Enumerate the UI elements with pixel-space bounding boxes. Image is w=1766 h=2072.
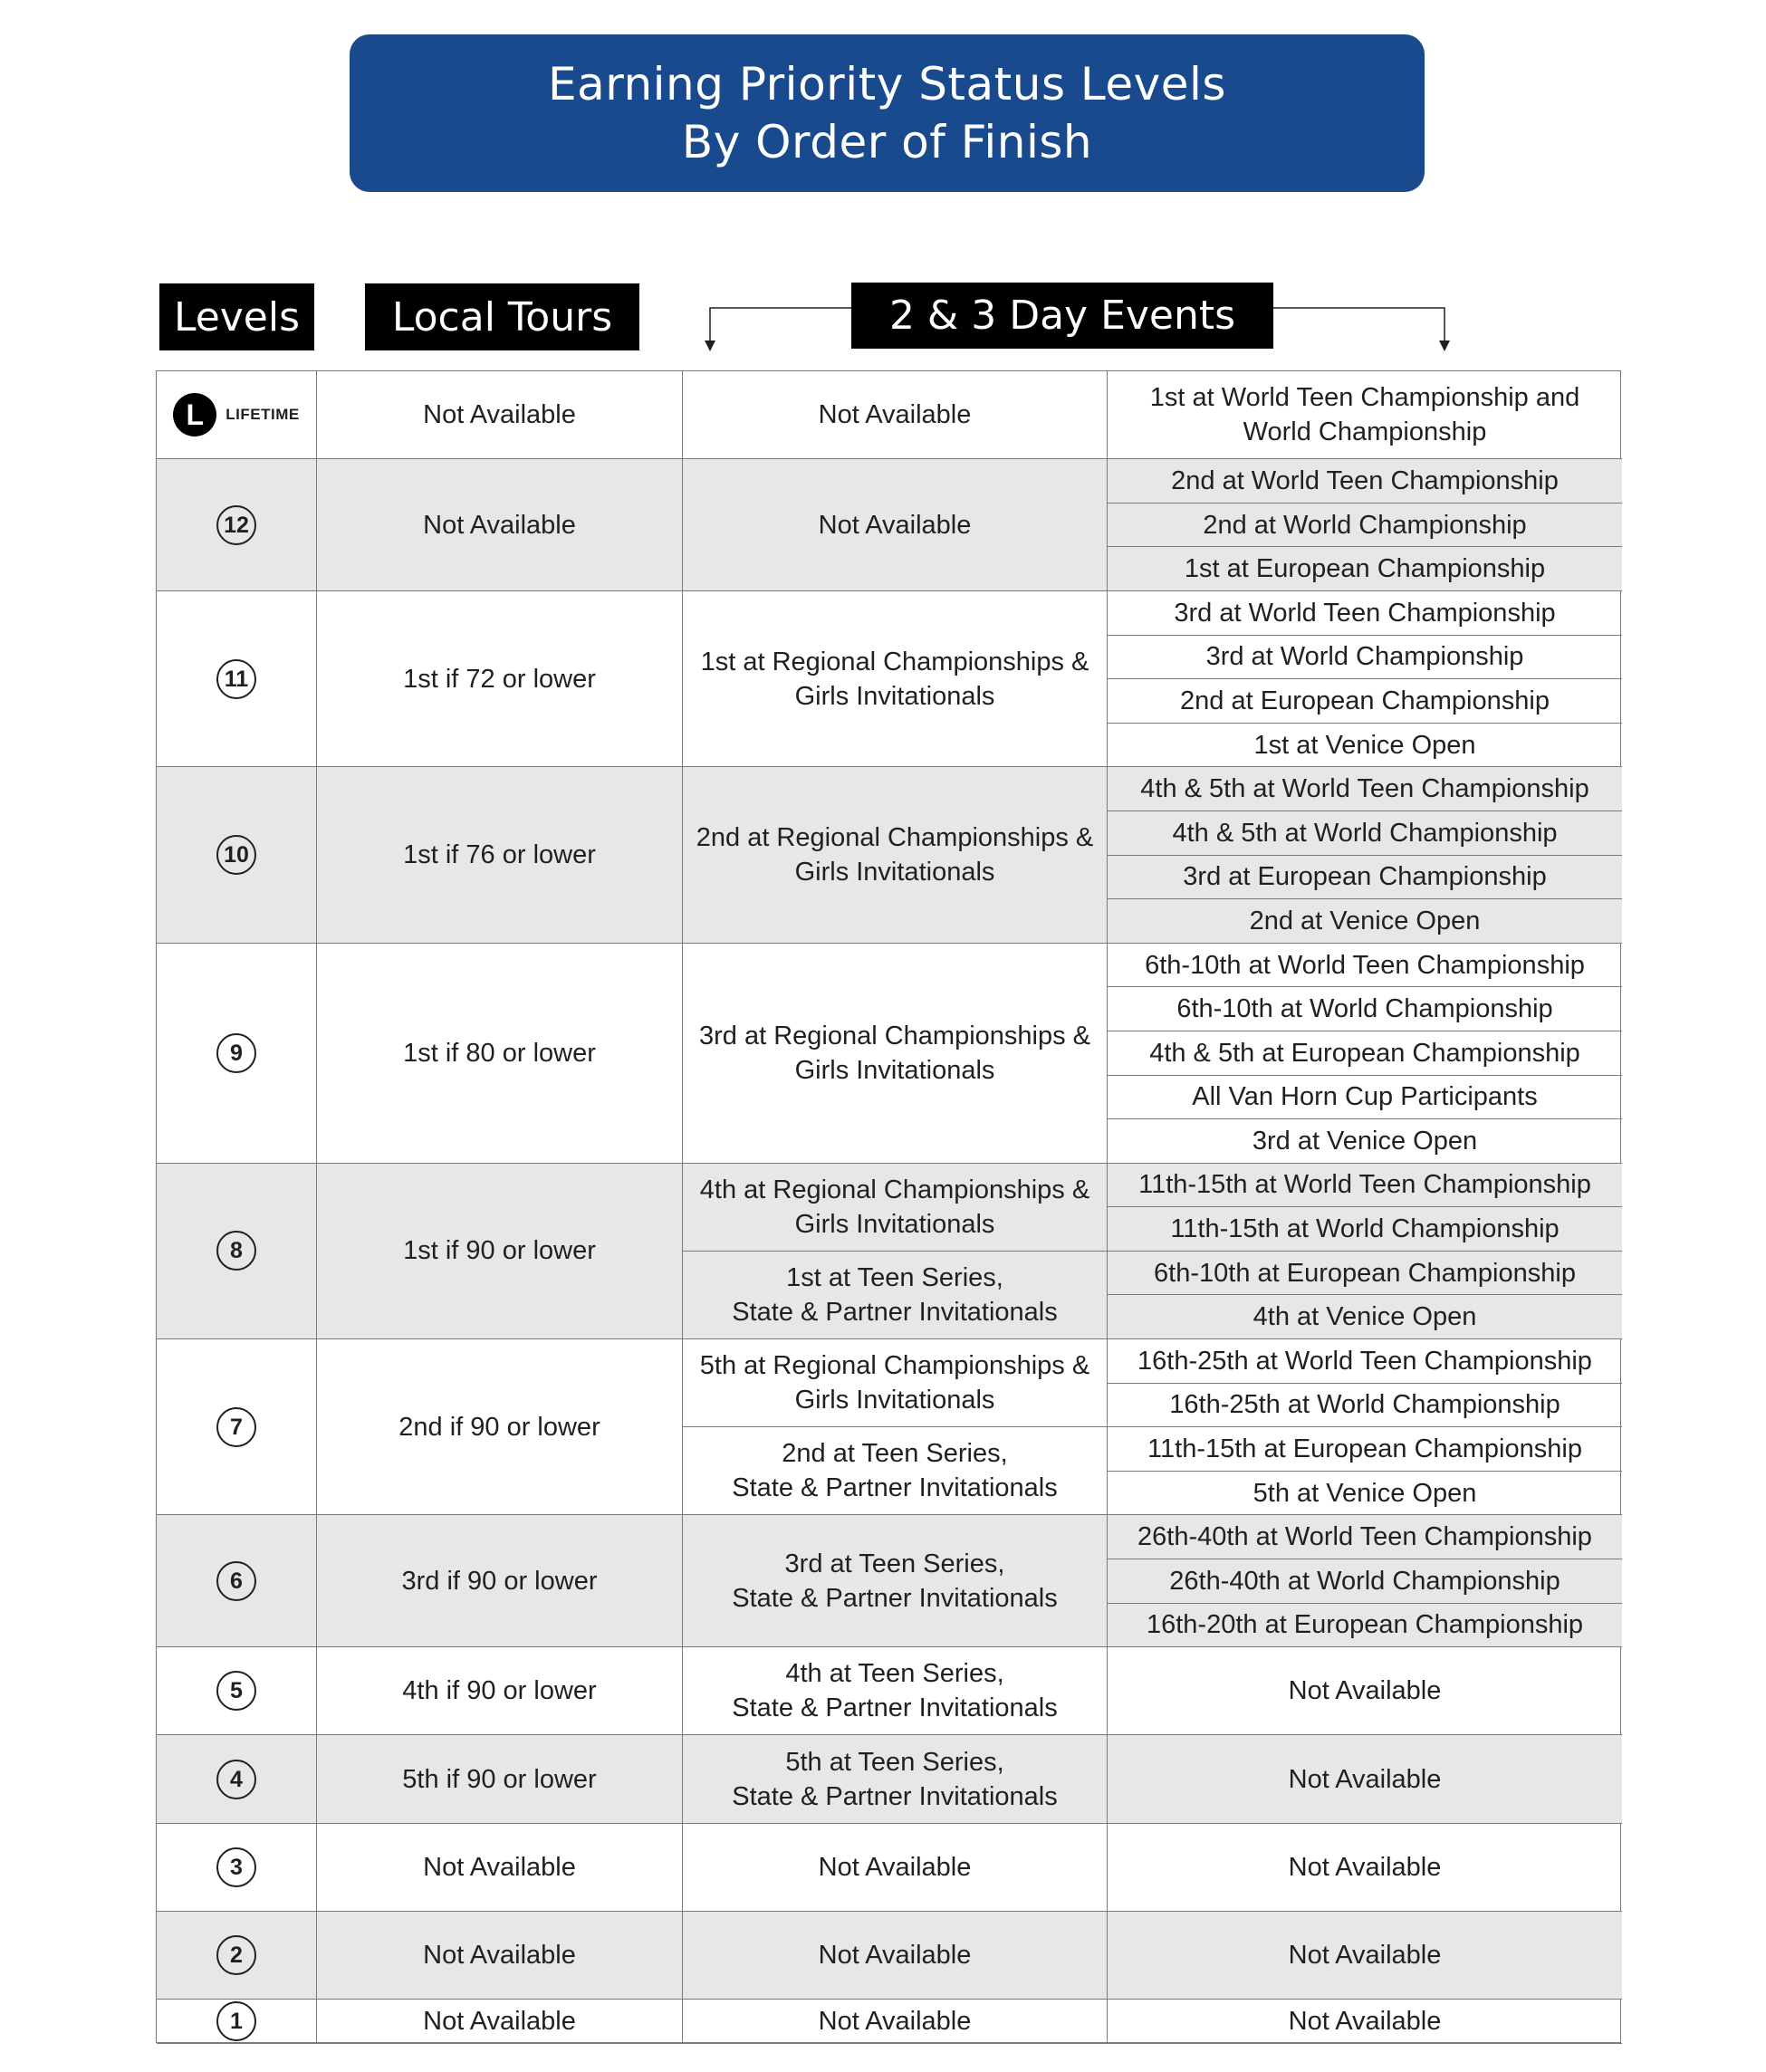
level-badge-12: 12 [216,505,256,545]
regional-cell-7-2-line-2: State & Partner Invitationals [732,1473,1058,1503]
world-cell-5: Not Available [1108,1647,1622,1735]
world-cell-11-4: 1st at Venice Open [1108,724,1622,768]
header-local-tours: Local Tours [365,283,639,350]
level-cell-12 [157,459,317,591]
world-cell-10-2: 4th & 5th at World Championship [1108,811,1622,856]
level-badge-2: 2 [216,1935,256,1975]
regional-cell-9-line-1: 3rd at Regional Championships & [698,1021,1091,1050]
regional-cell-3 [683,1824,1108,1912]
local-tours-cell-4: 5th if 90 or lower [317,1735,683,1823]
level-cell-3 [157,1824,317,1912]
local-tours-cell-5: 4th if 90 or lower [317,1647,683,1735]
title-line-2: By Order of Finish [681,116,1093,168]
regional-cell-3-line-1: Not Available [818,1852,972,1882]
regional-cell-6 [683,1515,1108,1647]
world-cell-11-1: 3rd at World Teen Championship [1108,591,1622,636]
local-tours-cell-2: Not Available [317,1912,683,2000]
regional-cell-5-line-1: 4th at Teen Series, [785,1659,1004,1689]
regional-cell-5 [683,1647,1108,1735]
regional-cell-7-2-line-1: 2nd at Teen Series, [782,1439,1008,1469]
world-cell-3: Not Available [1108,1824,1622,1912]
regional-cell-4-line-2: State & Partner Invitationals [732,1781,1058,1811]
level-cell-8 [157,1164,317,1339]
regional-cell-2-line-1: Not Available [818,1940,972,1970]
header-levels: Levels [159,283,314,350]
world-cell-11-2: 3rd at World Championship [1108,636,1622,680]
world-cell-8-1: 11th-15th at World Teen Championship [1108,1164,1622,1208]
title-line-1: Earning Priority Status Levels [548,58,1226,110]
local-tours-cell-1: Not Available [317,2000,683,2044]
local-tours-cell-10: 1st if 76 or lower [317,767,683,943]
local-tours-cell-9: 1st if 80 or lower [317,944,683,1164]
world-cell-9-5: 3rd at Venice Open [1108,1119,1622,1164]
world-cell-10-4: 2nd at Venice Open [1108,899,1622,944]
regional-cell-4 [683,1735,1108,1823]
level-badge-5: 5 [216,1671,256,1711]
regional-cell-12 [683,459,1108,591]
regional-cell-7-1 [683,1339,1108,1427]
world-cell-9-4: All Van Horn Cup Participants [1108,1076,1622,1120]
world-cell-8-4: 4th at Venice Open [1108,1295,1622,1339]
world-cell-10-3: 3rd at European Championship [1108,856,1622,900]
level-badge-11: 11 [216,659,256,699]
local-tours-cell-lifetime: Not Available [317,371,683,459]
status-levels-table [156,370,1621,2043]
regional-cell-9-line-2: Girls Invitationals [794,1055,995,1085]
regional-cell-8-1-line-2: Girls Invitationals [794,1209,995,1239]
regional-cell-10 [683,767,1108,943]
world-cell-6-2: 26th-40th at World Championship [1108,1559,1622,1604]
local-tours-cell-11: 1st if 72 or lower [317,591,683,767]
world-cell-8-3: 6th-10th at European Championship [1108,1252,1622,1296]
level-cell-11 [157,591,317,767]
world-cell-12-3: 1st at European Championship [1108,547,1622,591]
local-tours-cell-7: 2nd if 90 or lower [317,1339,683,1515]
world-cell-12-2: 2nd at World Championship [1108,504,1622,548]
regional-cell-8-2 [683,1252,1108,1339]
world-cell-1: Not Available [1108,2000,1622,2044]
regional-cell-8-1-line-1: 4th at Regional Championships & [699,1175,1090,1204]
level-cell-4 [157,1735,317,1823]
world-cell-10-1: 4th & 5th at World Teen Championship [1108,767,1622,811]
world-cell-6-1: 26th-40th at World Teen Championship [1108,1515,1622,1559]
regional-cell-lifetime: Not Available [683,371,1108,459]
regional-cell-8-1 [683,1164,1108,1252]
world-cell-lifetime-line-1: 1st at World Teen Championship and [1149,383,1580,413]
level-cell-7 [157,1339,317,1515]
regional-cell-1 [683,2000,1108,2044]
level-badge-4: 4 [216,1760,256,1799]
regional-cell-4-line-1: 5th at Teen Series, [785,1747,1004,1777]
regional-cell-11-line-2: Girls Invitationals [794,681,995,711]
regional-cell-5-line-2: State & Partner Invitationals [732,1693,1058,1723]
level-cell-9 [157,944,317,1164]
regional-cell-7-2 [683,1427,1108,1515]
level-cell-lifetime [157,371,317,459]
level-cell-1 [157,2000,317,2044]
world-cell-lifetime-line-2: World Championship [1243,417,1487,447]
level-badge-1: 1 [216,2001,256,2041]
regional-cell-10-line-2: Girls Invitationals [794,858,995,887]
regional-cell-2 [683,1912,1108,2000]
world-cell-lifetime [1108,371,1622,459]
local-tours-cell-3: Not Available [317,1824,683,1912]
lifetime-label [173,393,299,436]
local-tours-cell-6: 3rd if 90 or lower [317,1515,683,1647]
header-events: 2 & 3 Day Events [851,283,1273,349]
level-badge-3: 3 [216,1847,256,1887]
level-cell-5 [157,1647,317,1735]
world-cell-11-3: 2nd at European Championship [1108,679,1622,724]
level-cell-6 [157,1515,317,1647]
world-cell-12-1: 2nd at World Teen Championship [1108,459,1622,504]
level-badge-8: 8 [216,1231,256,1271]
world-cell-7-1: 16th-25th at World Teen Championship [1108,1339,1622,1384]
regional-cell-11 [683,591,1108,767]
lifetime-text: LIFETIME [226,406,300,424]
regional-cell-11-line-1: 1st at Regional Championships & [700,647,1089,676]
world-cell-7-4: 5th at Venice Open [1108,1472,1622,1516]
level-badge-9: 9 [216,1033,256,1073]
level-badge-7: 7 [216,1407,256,1447]
regional-cell-8-2-line-1: 1st at Teen Series, [786,1262,1003,1292]
regional-cell-8-2-line-2: State & Partner Invitationals [732,1297,1058,1327]
world-cell-7-2: 16th-25th at World Championship [1108,1384,1622,1428]
world-cell-2: Not Available [1108,1912,1622,2000]
regional-cell-10-line-1: 2nd at Regional Championships & [696,823,1094,853]
world-cell-9-1: 6th-10th at World Teen Championship [1108,944,1622,988]
local-tours-cell-12: Not Available [317,459,683,591]
regional-cell-12-line-1: Not Available [818,510,972,540]
regional-cell-9 [683,944,1108,1164]
regional-cell-7-1-line-2: Girls Invitationals [794,1386,995,1415]
lifetime-badge-icon: L [173,393,216,436]
world-cell-9-3: 4th & 5th at European Championship [1108,1031,1622,1076]
level-badge-6: 6 [216,1561,256,1601]
level-cell-10 [157,767,317,943]
world-cell-7-3: 11th-15th at European Championship [1108,1427,1622,1472]
level-cell-2 [157,1912,317,2000]
regional-cell-6-line-1: 3rd at Teen Series, [784,1549,1005,1578]
regional-cell-6-line-2: State & Partner Invitationals [732,1583,1058,1613]
level-badge-10: 10 [216,835,256,875]
regional-cell-7-1-line-1: 5th at Regional Championships & [699,1351,1090,1381]
local-tours-cell-8: 1st if 90 or lower [317,1164,683,1339]
world-cell-9-2: 6th-10th at World Championship [1108,987,1622,1031]
world-cell-4: Not Available [1108,1735,1622,1823]
world-cell-6-3: 16th-20th at European Championship [1108,1604,1622,1648]
regional-cell-1-line-1: Not Available [818,2006,972,2036]
world-cell-8-2: 11th-15th at World Championship [1108,1207,1622,1252]
